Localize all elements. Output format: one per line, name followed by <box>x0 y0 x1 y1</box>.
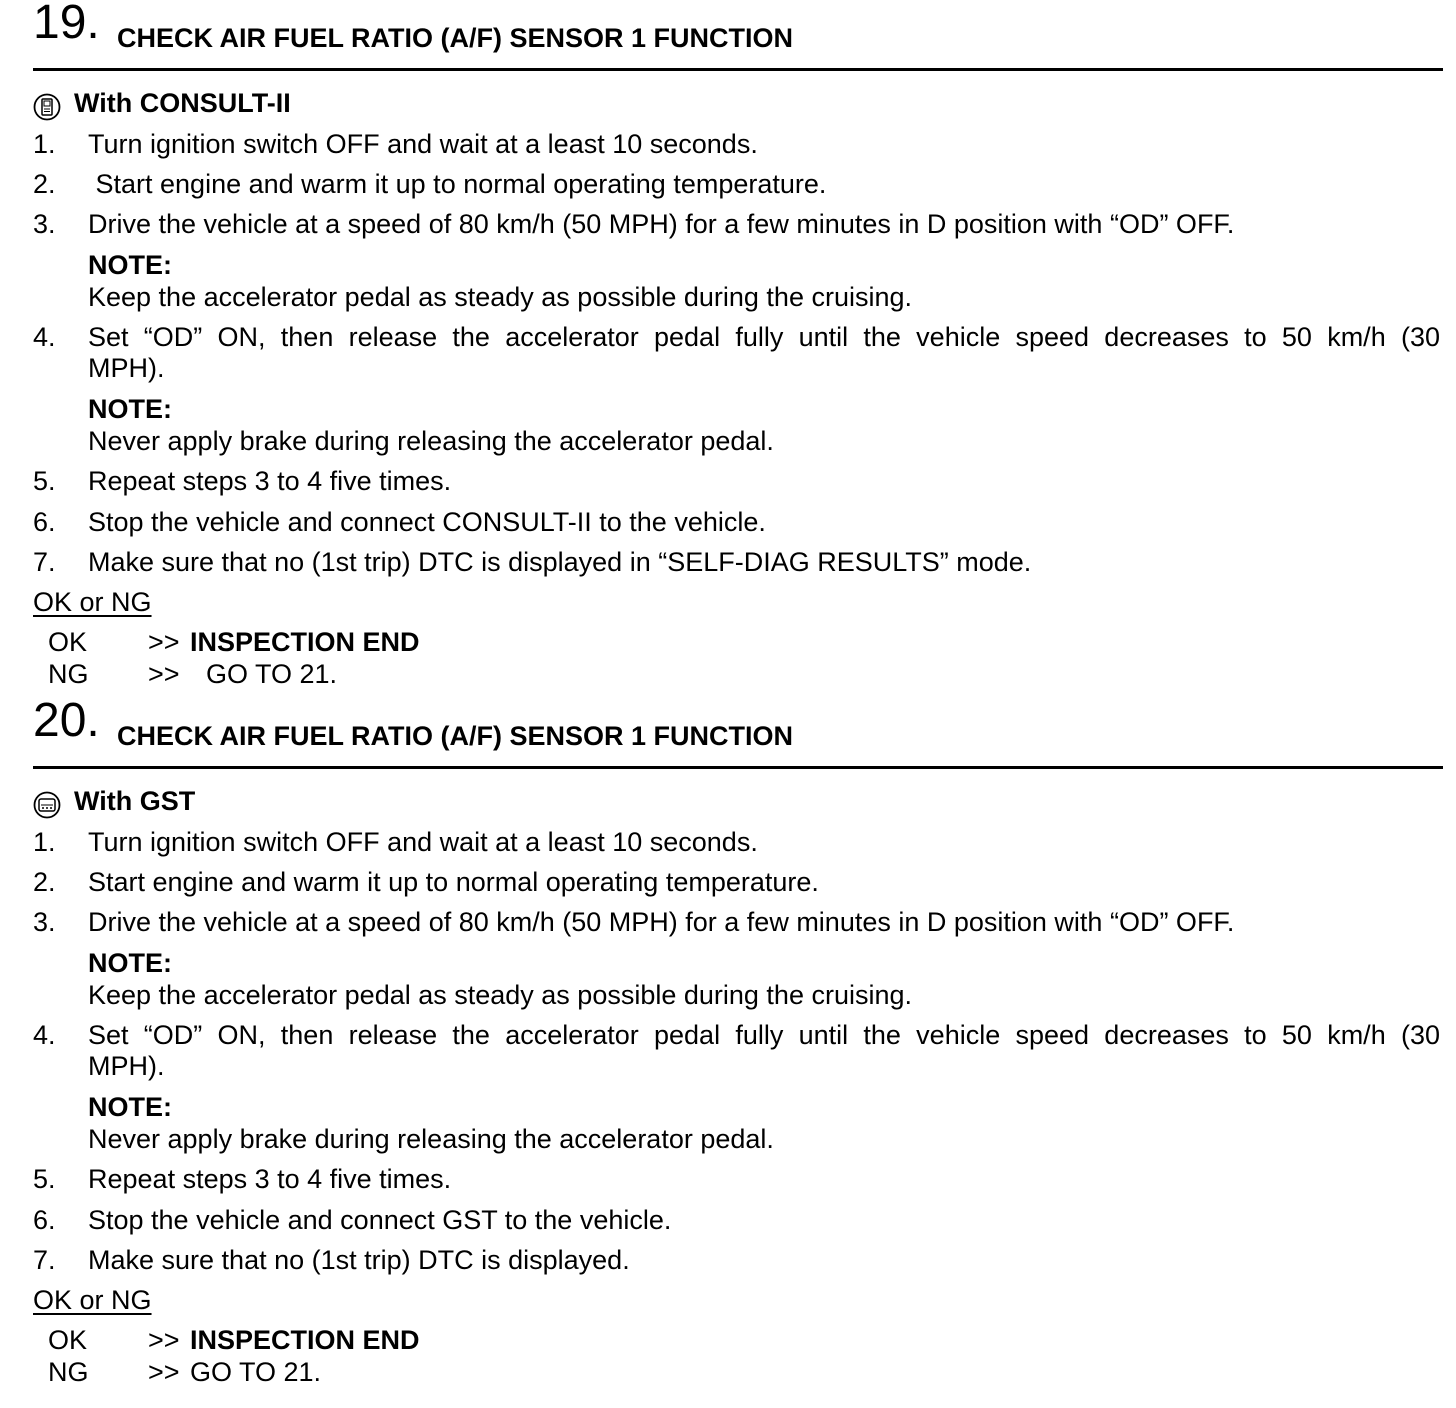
section-20 <box>0 694 1456 1398</box>
section-title: CHECK AIR FUEL RATIO (A/F) SENSOR 1 FUNCTION <box>117 721 794 751</box>
step-text: Make sure that no (1st trip) DTC is displayed. <box>88 1245 630 1275</box>
result-heading: OK or NG <box>33 587 152 617</box>
step-number: 5. <box>33 1164 56 1194</box>
section-title: CHECK AIR FUEL RATIO (A/F) SENSOR 1 FUNCTION <box>117 23 794 53</box>
step-number: 4. <box>33 1020 56 1050</box>
step-text: Turn ignition switch OFF and wait at a least 10 seconds. <box>88 827 758 857</box>
step-text: Start engine and warm it up to normal operating temperature. <box>88 867 819 897</box>
section-number: 20. <box>33 694 100 747</box>
ok-action: INSPECTION END <box>190 1325 420 1355</box>
note-label: NOTE: <box>88 250 172 280</box>
step-text: Drive the vehicle at a speed of 80 km/h (50 MPH) for a few minutes in D position with “OD” OFF. <box>88 209 1235 239</box>
step-text: Turn ignition switch OFF and wait at a least 10 seconds. <box>88 129 758 159</box>
step-number: 6. <box>33 1205 56 1235</box>
ng-label: NG <box>48 659 89 689</box>
section-divider <box>33 68 1443 71</box>
ng-action: GO TO 21. <box>190 1357 322 1387</box>
section-number: 19. <box>33 0 100 49</box>
step-text: Start engine and warm it up to normal operating temperature. <box>88 169 827 199</box>
note-label: NOTE: <box>88 948 172 978</box>
ok-arrow: >> <box>148 627 180 657</box>
note-text: Never apply brake during releasing the accelerator pedal. <box>88 1124 774 1154</box>
step-text-continued: MPH). <box>88 1051 165 1081</box>
step-number: 2. <box>33 169 56 199</box>
note-text: Never apply brake during releasing the accelerator pedal. <box>88 426 774 456</box>
step-text: Drive the vehicle at a speed of 80 km/h (50 MPH) for a few minutes in D position with “OD” OFF. <box>88 907 1235 937</box>
step-number: 4. <box>33 322 56 352</box>
ng-action: GO TO 21. <box>206 659 338 689</box>
section-divider <box>33 766 1443 769</box>
consult-icon <box>33 93 61 121</box>
step-number: 2. <box>33 867 56 897</box>
ok-label: OK <box>48 1325 88 1355</box>
step-text-continued: MPH). <box>88 353 165 383</box>
ok-label: OK <box>48 627 88 657</box>
step-text: Set “OD” ON, then release the accelerator pedal fully until the vehicle speed decreases to 50 km/h (30 <box>88 322 1440 352</box>
ng-label: NG <box>48 1357 89 1387</box>
section-19 <box>0 0 1456 700</box>
step-number: 3. <box>33 209 56 239</box>
gst-icon <box>33 791 61 819</box>
ok-arrow: >> <box>148 1325 180 1355</box>
step-number: 6. <box>33 507 56 537</box>
mode-label: With GST <box>74 786 196 816</box>
step-number: 3. <box>33 907 56 937</box>
step-number: 5. <box>33 466 56 496</box>
step-number: 1. <box>33 129 56 159</box>
note-text: Keep the accelerator pedal as steady as possible during the cruising. <box>88 282 913 312</box>
ng-arrow: >> <box>148 1357 180 1387</box>
ng-arrow: >> <box>148 659 180 689</box>
note-label: NOTE: <box>88 1092 172 1122</box>
step-number: 7. <box>33 1245 56 1275</box>
step-text: Stop the vehicle and connect CONSULT-II to the vehicle. <box>88 507 766 537</box>
step-number: 1. <box>33 827 56 857</box>
note-label: NOTE: <box>88 394 172 424</box>
step-text: Make sure that no (1st trip) DTC is displayed in “SELF-DIAG RESULTS” mode. <box>88 547 1032 577</box>
step-text: Repeat steps 3 to 4 five times. <box>88 466 452 496</box>
step-text: Stop the vehicle and connect GST to the vehicle. <box>88 1205 672 1235</box>
note-text: Keep the accelerator pedal as steady as possible during the cruising. <box>88 980 913 1010</box>
step-text: Repeat steps 3 to 4 five times. <box>88 1164 452 1194</box>
mode-label: With CONSULT-II <box>74 88 291 118</box>
result-heading: OK or NG <box>33 1285 152 1315</box>
ok-action: INSPECTION END <box>190 627 420 657</box>
step-text: Set “OD” ON, then release the accelerator pedal fully until the vehicle speed decreases to 50 km/h (30 <box>88 1020 1440 1050</box>
step-number: 7. <box>33 547 56 577</box>
